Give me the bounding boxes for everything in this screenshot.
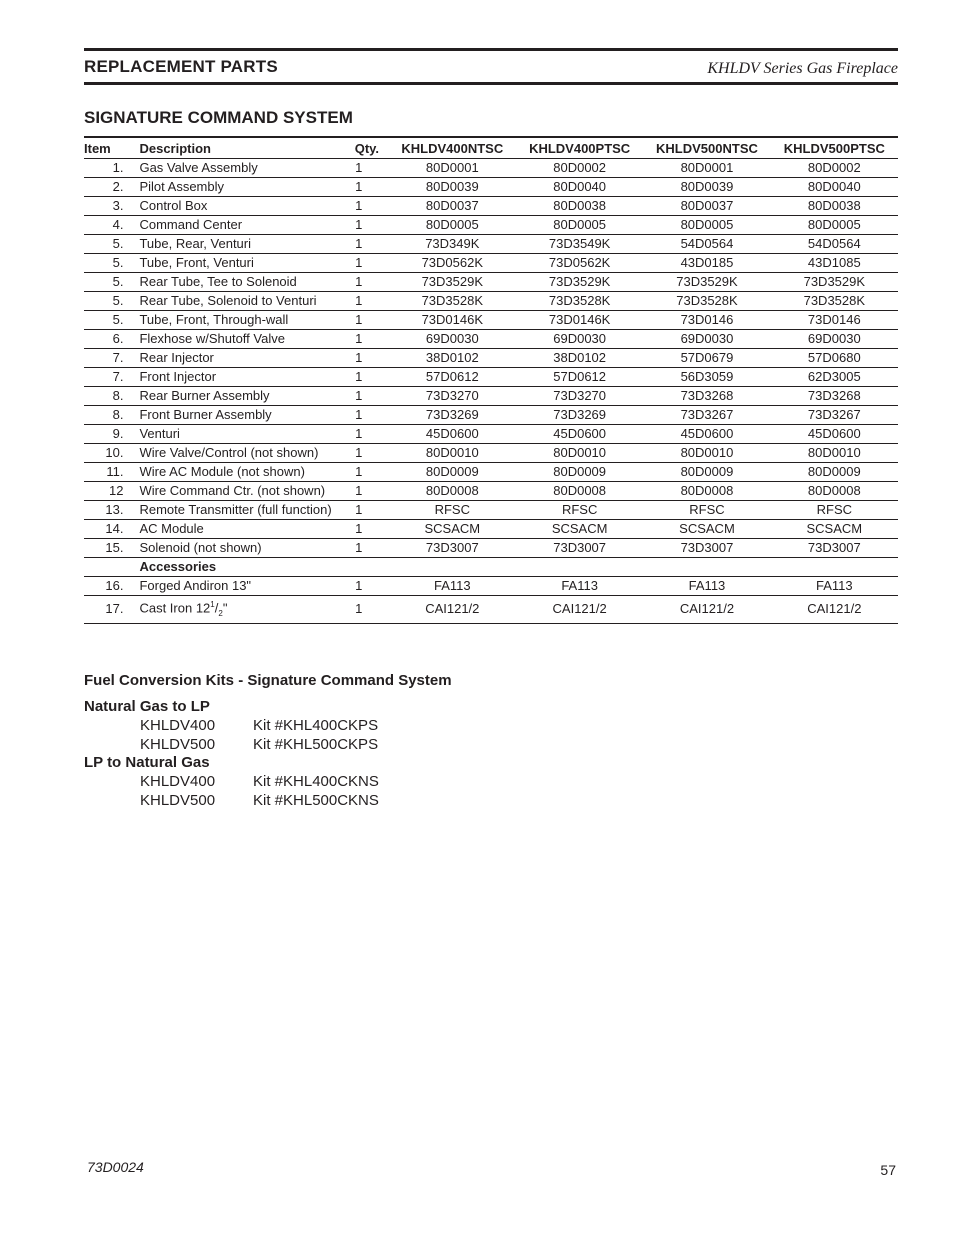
parts-table-body (84, 159, 898, 624)
part-number-khldv500ntsc: 73D3007 (643, 539, 770, 558)
part-number-khldv500ptsc: FA113 (771, 577, 898, 596)
item-number-cell: 4. (84, 216, 131, 235)
item-number-cell: 2. (84, 178, 131, 197)
description-cell: Gas Valve Assembly (131, 159, 345, 178)
description-cell: Tube, Front, Venturi (131, 254, 345, 273)
item-number-cell: 7. (84, 349, 131, 368)
item-number-cell: 5. (84, 273, 131, 292)
description-cell: Remote Transmitter (full function) (131, 501, 345, 520)
part-number-khldv500ntsc: 73D3268 (643, 387, 770, 406)
kit-group-label: LP to Natural Gas (84, 754, 210, 771)
description-cell: Wire AC Module (not shown) (131, 463, 345, 482)
item-number-cell: 10. (84, 444, 131, 463)
qty-cell: 1 (345, 235, 389, 254)
part-number-khldv400ptsc: 73D3269 (516, 406, 643, 425)
qty-cell: 1 (345, 501, 389, 520)
description-fragment: 2 (218, 608, 223, 618)
kit-model: KHLDV500 (140, 736, 216, 753)
qty-cell: 1 (345, 425, 389, 444)
item-number-cell: 11. (84, 463, 131, 482)
qty-cell: 1 (345, 577, 389, 596)
part-number-khldv400ntsc: FA113 (389, 577, 516, 596)
table-row (84, 482, 898, 501)
part-number-khldv500ptsc: 69D0030 (771, 330, 898, 349)
part-number-khldv500ntsc: 56D3059 (643, 368, 770, 387)
column-header-item: Item (84, 137, 131, 159)
item-number-cell: 5. (84, 254, 131, 273)
description-cell: Wire Valve/Control (not shown) (131, 444, 345, 463)
table-row (84, 501, 898, 520)
table-row (84, 235, 898, 254)
table-row (84, 311, 898, 330)
part-number-khldv400ptsc: 73D3270 (516, 387, 643, 406)
table-row (84, 520, 898, 539)
part-number-khldv400ntsc: 73D3528K (389, 292, 516, 311)
part-number-khldv500ntsc: 57D0679 (643, 349, 770, 368)
description-fragment: 1 (210, 600, 215, 609)
fuel-conversion-kits (84, 671, 452, 810)
description-cell: Solenoid (not shown) (131, 539, 345, 558)
table-row (84, 577, 898, 596)
part-number-khldv500ptsc: 80D0008 (771, 482, 898, 501)
qty-cell: 1 (345, 406, 389, 425)
part-number-khldv500ptsc: 73D3267 (771, 406, 898, 425)
description-cell: Front Injector (131, 368, 345, 387)
item-number-cell: 5. (84, 311, 131, 330)
part-number-khldv400ntsc: 80D0009 (389, 463, 516, 482)
part-number-khldv500ptsc: 62D3005 (771, 368, 898, 387)
kit-number: Kit #KHL400CKNS (253, 773, 379, 790)
item-number-cell: 17. (84, 596, 131, 624)
part-number-khldv400ptsc: 73D3007 (516, 539, 643, 558)
page-title: SIGNATURE COMMAND SYSTEM (84, 108, 353, 127)
qty-cell: 1 (345, 273, 389, 292)
part-number-khldv500ntsc: 80D0010 (643, 444, 770, 463)
part-number-khldv500ntsc: 54D0564 (643, 235, 770, 254)
part-number-khldv400ptsc: 69D0030 (516, 330, 643, 349)
item-number-cell: 5. (84, 235, 131, 254)
description-cell: Rear Injector (131, 349, 345, 368)
part-number-khldv500ptsc: RFSC (771, 501, 898, 520)
part-number-khldv400ptsc: 80D0040 (516, 178, 643, 197)
description-cell: Forged Andiron 13" (131, 577, 345, 596)
item-number-cell: 7. (84, 368, 131, 387)
item-number-cell: 8. (84, 406, 131, 425)
part-number-khldv400ntsc: 80D0005 (389, 216, 516, 235)
qty-cell: 1 (345, 349, 389, 368)
qty-cell: 1 (345, 216, 389, 235)
part-number-khldv500ntsc: 73D0146 (643, 311, 770, 330)
accessories-heading-row (84, 558, 898, 577)
part-number-khldv400ptsc: 73D3549K (516, 235, 643, 254)
item-number-cell: 1. (84, 159, 131, 178)
table-row (84, 178, 898, 197)
description-cell (131, 596, 345, 624)
qty-cell: 1 (345, 368, 389, 387)
accessories-label: Accessories (131, 558, 345, 577)
part-number-khldv400ntsc: 73D3007 (389, 539, 516, 558)
empty-cell (771, 558, 898, 577)
part-number-khldv400ptsc: 73D0146K (516, 311, 643, 330)
part-number-khldv500ntsc: SCSACM (643, 520, 770, 539)
description-cell: Rear Tube, Solenoid to Venturi (131, 292, 345, 311)
part-number-khldv400ntsc: 73D3529K (389, 273, 516, 292)
table-header-row (84, 137, 898, 159)
part-number-khldv400ntsc: 73D349K (389, 235, 516, 254)
table-row (84, 444, 898, 463)
kit-row (84, 772, 452, 791)
part-number-khldv400ntsc: 73D3269 (389, 406, 516, 425)
part-number-khldv400ntsc: 38D0102 (389, 349, 516, 368)
table-row (84, 387, 898, 406)
part-number-khldv400ntsc: 80D0008 (389, 482, 516, 501)
product-name: KHLDV Series Gas Fireplace (707, 60, 898, 77)
part-number-khldv500ptsc: 73D3268 (771, 387, 898, 406)
kit-row (84, 716, 452, 735)
description-fragment: / (214, 600, 219, 616)
empty-cell (84, 558, 131, 577)
part-number-khldv400ptsc: 38D0102 (516, 349, 643, 368)
part-number-khldv400ntsc: 73D0146K (389, 311, 516, 330)
part-number-khldv400ptsc: 80D0008 (516, 482, 643, 501)
qty-cell: 1 (345, 330, 389, 349)
kit-model: KHLDV400 (140, 773, 216, 790)
part-number-khldv400ntsc: 73D3270 (389, 387, 516, 406)
part-number-khldv500ntsc: FA113 (643, 577, 770, 596)
table-row (84, 406, 898, 425)
description-cell: Rear Tube, Tee to Solenoid (131, 273, 345, 292)
part-number-khldv400ntsc: CAI121/2 (389, 596, 516, 624)
qty-cell: 1 (345, 596, 389, 624)
part-number-khldv500ptsc: 73D3528K (771, 292, 898, 311)
table-row (84, 368, 898, 387)
page-number: 57 (880, 1162, 896, 1178)
part-number-khldv500ptsc: 73D3007 (771, 539, 898, 558)
description-cell: Control Box (131, 197, 345, 216)
part-number-khldv500ptsc: 73D3529K (771, 273, 898, 292)
qty-cell: 1 (345, 197, 389, 216)
part-number-khldv400ptsc: FA113 (516, 577, 643, 596)
part-number-khldv400ptsc: 57D0612 (516, 368, 643, 387)
part-number-khldv400ptsc: 80D0002 (516, 159, 643, 178)
part-number-khldv500ntsc: 73D3528K (643, 292, 770, 311)
description-cell: Venturi (131, 425, 345, 444)
qty-cell: 1 (345, 482, 389, 501)
part-number-khldv500ptsc: 57D0680 (771, 349, 898, 368)
qty-cell: 1 (345, 444, 389, 463)
table-row (84, 292, 898, 311)
column-header-description: Description (131, 137, 345, 159)
part-number-khldv400ptsc: 80D0005 (516, 216, 643, 235)
qty-cell: 1 (345, 292, 389, 311)
kit-group-label: Natural Gas to LP (84, 698, 210, 715)
qty-cell: 1 (345, 254, 389, 273)
part-number-khldv400ptsc: SCSACM (516, 520, 643, 539)
part-number-khldv400ptsc: 73D3528K (516, 292, 643, 311)
column-header-khldv500ptsc: KHLDV500PTSC (771, 137, 898, 159)
description-cell: Flexhose w/Shutoff Valve (131, 330, 345, 349)
part-number-khldv500ntsc: 80D0009 (643, 463, 770, 482)
description-fragment: " (222, 600, 228, 616)
part-number-khldv400ptsc: 80D0038 (516, 197, 643, 216)
table-row (84, 596, 898, 624)
item-number-cell: 6. (84, 330, 131, 349)
part-number-khldv500ntsc: RFSC (643, 501, 770, 520)
kit-row (84, 791, 452, 810)
part-number-khldv500ptsc: 80D0010 (771, 444, 898, 463)
kit-model: KHLDV400 (140, 717, 216, 734)
part-number-khldv400ptsc: 73D0562K (516, 254, 643, 273)
part-number-khldv500ntsc: 73D3529K (643, 273, 770, 292)
table-row (84, 539, 898, 558)
part-number-khldv500ntsc: CAI121/2 (643, 596, 770, 624)
part-number-khldv500ptsc: 80D0009 (771, 463, 898, 482)
item-number-cell: 9. (84, 425, 131, 444)
kit-number: Kit #KHL500CKPS (253, 736, 379, 753)
part-number-khldv500ntsc: 80D0008 (643, 482, 770, 501)
part-number-khldv500ptsc: 80D0005 (771, 216, 898, 235)
part-number-khldv500ptsc: 73D0146 (771, 311, 898, 330)
part-number-khldv500ntsc: 80D0001 (643, 159, 770, 178)
part-number-khldv500ptsc: CAI121/2 (771, 596, 898, 624)
part-number-khldv400ntsc: 80D0001 (389, 159, 516, 178)
part-number-khldv500ntsc: 73D3267 (643, 406, 770, 425)
part-number-khldv500ptsc: SCSACM (771, 520, 898, 539)
item-number-cell: 15. (84, 539, 131, 558)
item-number-cell: 3. (84, 197, 131, 216)
part-number-khldv500ptsc: 45D0600 (771, 425, 898, 444)
description-cell: AC Module (131, 520, 345, 539)
kit-number: Kit #KHL400CKPS (253, 717, 379, 734)
part-number-khldv400ptsc: 80D0010 (516, 444, 643, 463)
qty-cell: 1 (345, 539, 389, 558)
part-number-khldv400ntsc: RFSC (389, 501, 516, 520)
table-row (84, 463, 898, 482)
part-number-khldv500ntsc: 43D0185 (643, 254, 770, 273)
part-number-khldv500ntsc: 80D0039 (643, 178, 770, 197)
table-row (84, 159, 898, 178)
part-number-khldv400ntsc: 80D0039 (389, 178, 516, 197)
part-number-khldv500ptsc: 80D0038 (771, 197, 898, 216)
table-row (84, 216, 898, 235)
description-cell: Tube, Rear, Venturi (131, 235, 345, 254)
table-row (84, 330, 898, 349)
parts-table (84, 136, 898, 624)
part-number-khldv500ntsc: 45D0600 (643, 425, 770, 444)
description-fragment: Cast Iron 12 (139, 600, 211, 616)
part-number-khldv400ptsc: 80D0009 (516, 463, 643, 482)
part-number-khldv400ptsc: CAI121/2 (516, 596, 643, 624)
part-number-khldv400ptsc: 73D3529K (516, 273, 643, 292)
part-number-khldv500ptsc: 80D0002 (771, 159, 898, 178)
qty-cell: 1 (345, 463, 389, 482)
table-row (84, 273, 898, 292)
section-heading: REPLACEMENT PARTS (84, 57, 278, 76)
item-number-cell: 12 (84, 482, 131, 501)
table-row (84, 197, 898, 216)
fuel-conversion-title: Fuel Conversion Kits - Signature Command System (84, 672, 452, 689)
part-number-khldv400ntsc: 69D0030 (389, 330, 516, 349)
part-number-khldv400ntsc: 80D0010 (389, 444, 516, 463)
part-number-khldv400ptsc: 45D0600 (516, 425, 643, 444)
part-number-khldv400ntsc: 57D0612 (389, 368, 516, 387)
kit-number: Kit #KHL500CKNS (253, 792, 379, 809)
item-number-cell: 16. (84, 577, 131, 596)
table-row (84, 349, 898, 368)
part-number-khldv400ntsc: SCSACM (389, 520, 516, 539)
page-header (84, 48, 898, 85)
item-number-cell: 8. (84, 387, 131, 406)
column-header-qty: Qty. (345, 137, 389, 159)
description-cell: Tube, Front, Through-wall (131, 311, 345, 330)
empty-cell (345, 558, 389, 577)
part-number-khldv500ntsc: 80D0005 (643, 216, 770, 235)
kit-model: KHLDV500 (140, 792, 216, 809)
table-row (84, 254, 898, 273)
description-cell: Rear Burner Assembly (131, 387, 345, 406)
part-number-khldv400ptsc: RFSC (516, 501, 643, 520)
item-number-cell: 5. (84, 292, 131, 311)
column-header-khldv400ntsc: KHLDV400NTSC (389, 137, 516, 159)
part-number-khldv500ntsc: 80D0037 (643, 197, 770, 216)
description-cell: Wire Command Ctr. (not shown) (131, 482, 345, 501)
document-number: 73D0024 (87, 1159, 144, 1175)
empty-cell (516, 558, 643, 577)
part-number-khldv400ntsc: 73D0562K (389, 254, 516, 273)
description-cell: Pilot Assembly (131, 178, 345, 197)
description-cell: Front Burner Assembly (131, 406, 345, 425)
item-number-cell: 13. (84, 501, 131, 520)
qty-cell: 1 (345, 520, 389, 539)
empty-cell (389, 558, 516, 577)
qty-cell: 1 (345, 178, 389, 197)
qty-cell: 1 (345, 159, 389, 178)
part-number-khldv500ptsc: 80D0040 (771, 178, 898, 197)
part-number-khldv400ntsc: 80D0037 (389, 197, 516, 216)
part-number-khldv500ntsc: 69D0030 (643, 330, 770, 349)
part-number-khldv500ptsc: 43D1085 (771, 254, 898, 273)
item-number-cell: 14. (84, 520, 131, 539)
qty-cell: 1 (345, 387, 389, 406)
empty-cell (643, 558, 770, 577)
column-header-khldv400ptsc: KHLDV400PTSC (516, 137, 643, 159)
part-number-khldv500ptsc: 54D0564 (771, 235, 898, 254)
table-row (84, 425, 898, 444)
description-cell: Command Center (131, 216, 345, 235)
part-number-khldv400ntsc: 45D0600 (389, 425, 516, 444)
column-header-khldv500ntsc: KHLDV500NTSC (643, 137, 770, 159)
kit-row (84, 735, 452, 754)
qty-cell: 1 (345, 311, 389, 330)
